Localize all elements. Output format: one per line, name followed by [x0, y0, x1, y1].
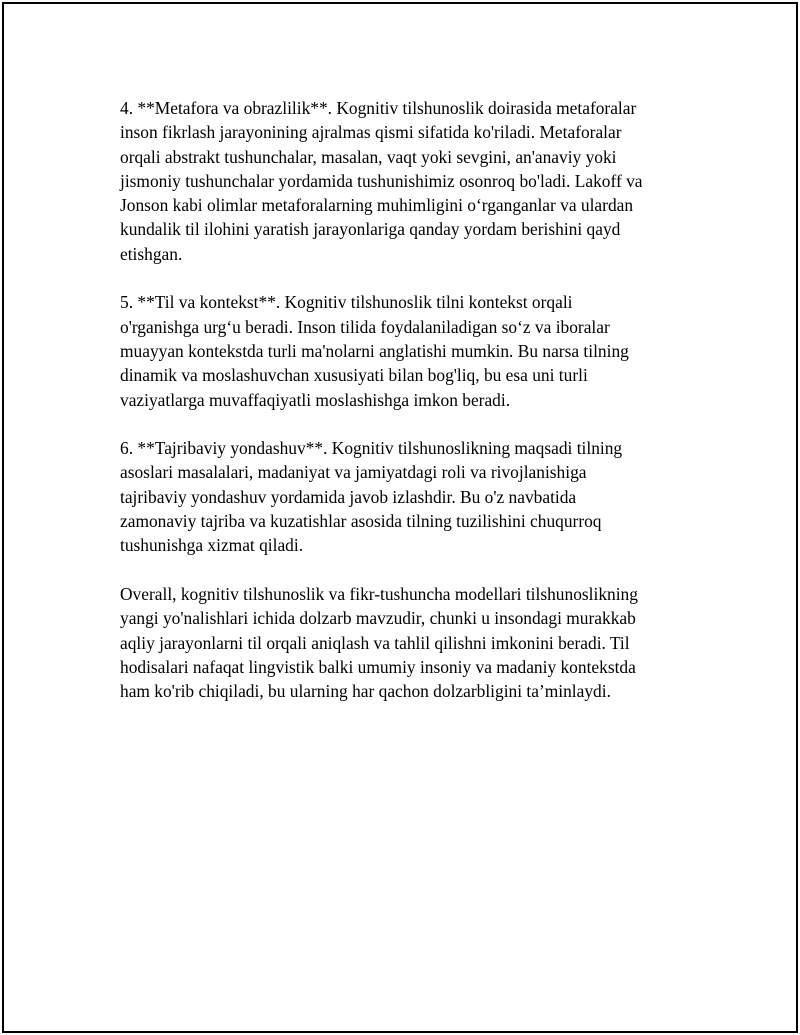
document-body	[120, 96, 690, 728]
document-page	[2, 2, 798, 1033]
paragraph-metafora: 4. **Metafora va obrazlilik**. Kognitiv tilshunoslik doirasida metaforalar inson fikrlash jarayonining ajralmas qismi sifatida ko'riladi. Metaforalar orqali abstrakt tushunchalar, masalan, vaqt yoki sevgini, an'anaviy yoki jismoniy tushunchalar yordamida tushunishimiz osonroq bo'ladi. Lakoff va Jonson kabi olimlar metaforalarning muhimligini o‘rganganlar va ulardan kundalik til ilohini yaratish jarayonlariga qanday yordam berishini qayd etishgan.	[120, 98, 643, 264]
paragraph-tajribaviy-yondashuv: 6. **Tajribaviy yondashuv**. Kognitiv tilshunoslikning maqsadi tilning asoslari masalalari, madaniyat va jamiyatdagi roli va rivojlanishiga tajribaviy yondashuv yordamida javob izlashdir. Bu o'z navbatida zamonaviy tajriba va kuzatishlar asosida tilning tuzilishini chuqurroq tushunishga xizmat qiladi.	[120, 438, 623, 556]
paragraph-til-va-kontekst: 5. **Til va kontekst**. Kognitiv tilshunoslik tilni kontekst orqali o'rganishga urg‘u beradi. Inson tilida foydalaniladigan so‘z va iboralar muayyan kontekstda turli ma'nolarni anglatishi mumkin. Bu narsa tilning dinamik va moslashuvchan xususiyati bilan bog'liq, bu esa uni turli vaziyatlarga muvaffaqiyatli moslashishga imkon beradi.	[120, 292, 629, 410]
paragraph-overall: Overall, kognitiv tilshunoslik va fikr-tushuncha modellari tilshunoslikning yangi yo'nalishlari ichida dolzarb mavzudir, chunki u insondagi murakkab aqliy jarayonlarni til orqali aniqlash va tahlil qilishni imkonini beradi. Til hodisalari nafaqat lingvistik balki umumiy insoniy va madaniy kontekstda ham ko'rib chiqiladi, bu ularning har qachon dolzarbligini ta’minlaydi.	[120, 583, 638, 702]
